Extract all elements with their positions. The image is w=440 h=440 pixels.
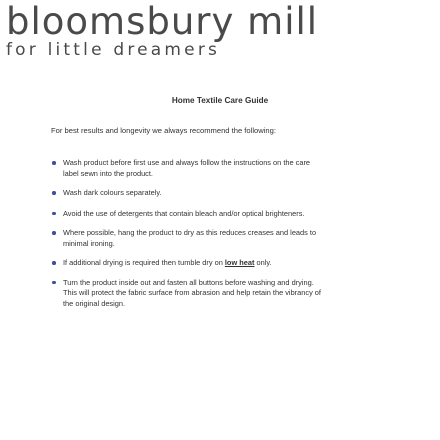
instruction-item xyxy=(52,158,327,179)
logo-tagline: for little dreamers xyxy=(6,40,221,60)
bullet-icon xyxy=(52,261,56,265)
care-instructions-list xyxy=(52,158,327,309)
instruction-item xyxy=(52,278,327,310)
instruction-item xyxy=(52,258,327,269)
bullet-icon xyxy=(52,281,56,285)
instruction-text: Avoid the use of detergents that contain bleach and/or optical brighteners. xyxy=(63,208,305,218)
instruction-item xyxy=(52,228,327,249)
bullet-icon xyxy=(52,191,56,195)
logo-wordmark: bloomsbury mill xyxy=(6,0,319,43)
tumble-emphasis: low heat xyxy=(224,258,255,267)
brand-logo xyxy=(6,2,436,60)
instruction-item xyxy=(52,188,327,199)
bullet-icon xyxy=(52,231,56,235)
instruction-item xyxy=(52,209,327,220)
instruction-text: Wash product before first use and always follow the instructions on the care label sewn into the product. xyxy=(63,158,311,178)
instruction-text: Turn the product inside out and fasten all buttons before washing and drying. This will protect the fabric surface from abrasion and help retain the vibrancy of the original design. xyxy=(63,277,321,308)
bullet-icon xyxy=(52,161,56,165)
instruction-text: Wash dark colours separately. xyxy=(63,188,162,197)
instruction-text-tumble xyxy=(63,258,272,267)
tumble-before: If additional drying is required then tumble dry on xyxy=(63,258,225,267)
instruction-text: Where possible, hang the product to dry as this reduces creases and leads to minimal ironing. xyxy=(63,228,317,248)
bullet-icon xyxy=(52,212,56,216)
guide-title: Home Textile Care Guide xyxy=(171,96,269,105)
tumble-after: only. xyxy=(254,258,272,267)
intro-text: For best results and longevity we always recommend the following: xyxy=(51,126,276,135)
